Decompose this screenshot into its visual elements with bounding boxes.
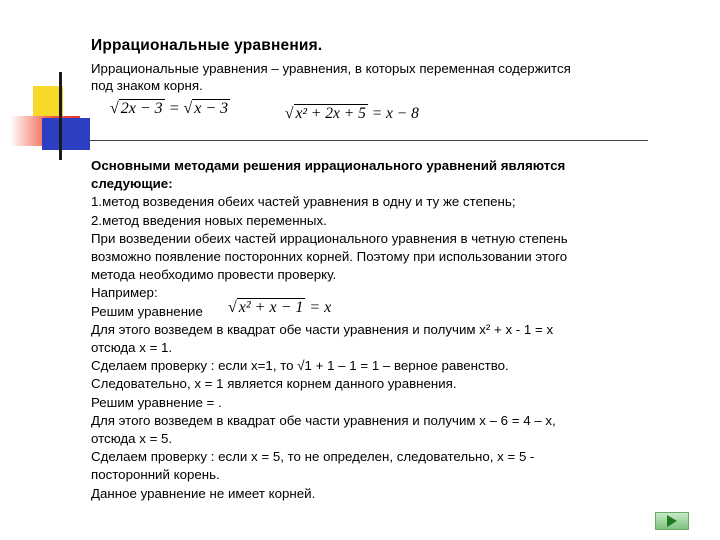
intro-text [91,60,681,94]
formula-example-2: √ x² + 2x + 5 = x − 8 [285,105,419,122]
check-line-2a: Сделаем проверку : если x = 5, то не определен, следовательно, x = 5 - [91,449,535,465]
formula-3-radicand: x² + x − 1 [238,299,304,316]
body-text [91,157,691,503]
decor-blue-square [42,118,90,150]
decor-vertical-line [59,72,62,160]
step-line-1a: Для этого возведем в квадрат обе части уравнения и получим x² + x - 1 = x [91,321,554,337]
method-item-1: 1.метод возведения обеих частей уравнения в одну и ту же степень; [91,194,516,210]
formula-3-rest: = x [305,299,332,316]
warning-line-3: метода необходимо провести проверку. [91,267,337,283]
slide-title: Иррациональные уравнения. [91,37,323,54]
warning-line-2: возможно появление посторонних корней. Поэтому при использовании этого [91,249,568,265]
formula-2-rest: = x − 8 [367,105,419,122]
formula-1-equals: = [164,100,184,117]
check-line-1: Сделаем проверку : если x=1, то √1 + 1 – 1 = 1 – верное равенство. [91,358,509,374]
decor-horizontal-line [88,140,648,141]
formula-1-right-radicand: x − 3 [194,100,229,117]
formula-2-radicand: x² + 2x + 5 [295,105,366,122]
step-line-2b: отсюда x = 5. [91,431,173,447]
conclusion-line-1: Следовательно, x = 1 является корнем данного уравнения. [91,376,457,392]
methods-heading-line-1: Основными методами решения иррационального уравнений являются [91,158,566,173]
method-item-2: 2.метод введения новых переменных. [91,212,327,228]
next-slide-button[interactable] [655,512,689,530]
play-forward-icon [667,515,677,527]
formula-1-left-radicand: 2x − 3 [120,100,163,117]
final-line: Данное уравнение не имеет корней. [91,485,316,501]
check-line-2b: посторонний корень. [91,467,220,483]
example-label: Например: [91,285,158,301]
solve-line-1: Решим уравнение [91,303,203,319]
methods-heading-line-2: следующие: [91,176,173,192]
solve-line-2: Решим уравнение = . [91,394,222,410]
intro-line-1: Иррациональные уравнения – уравнения, в которых переменная содержится [91,61,571,76]
step-line-2a: Для этого возведем в квадрат обе части уравнения и получим x – 6 = 4 – x, [91,412,556,428]
warning-line-1: При возведении обеих частей иррационального уравнения в четную степень [91,230,568,246]
step-line-1b: отсюда x = 1. [91,340,173,356]
intro-line-2: под знаком корня. [91,78,203,93]
formula-example-3: √ x² + x − 1 = x [228,299,332,316]
formula-example-1: √ 2x − 3 = √ x − 3 [110,100,229,117]
